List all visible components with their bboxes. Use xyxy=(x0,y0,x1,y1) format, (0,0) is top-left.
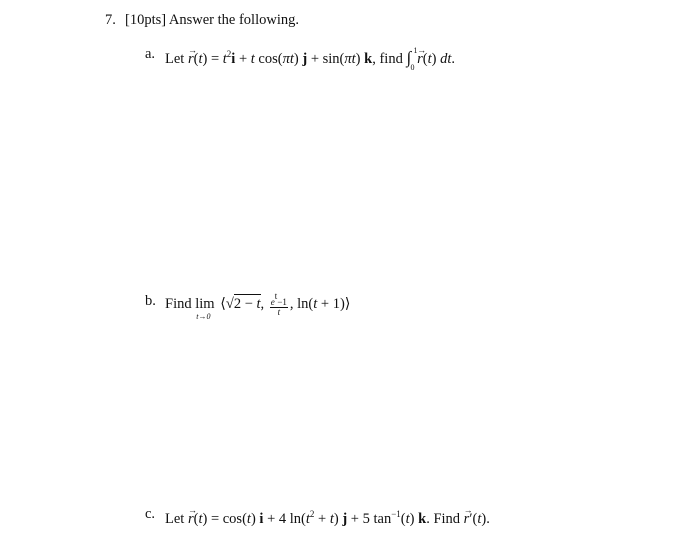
part-a-formula: → $r(t) = t^2i + t$ cos(πt) j + sin(πt) k xyxy=(188,51,372,67)
part-a-find: , find xyxy=(372,51,403,67)
part-b-text xyxy=(165,291,351,321)
part-a-text xyxy=(165,45,456,72)
part-c-lead: Let xyxy=(165,511,185,527)
part-c-text xyxy=(165,505,490,528)
part-c-derivative: → r′(t). xyxy=(464,511,490,527)
part-c-label: c. xyxy=(145,506,156,522)
question-title: [10pts] Answer the following. xyxy=(125,12,299,28)
part-c-find: . Find xyxy=(426,511,461,527)
part-b-label: b. xyxy=(145,293,156,309)
question-number: 7. xyxy=(105,12,116,28)
part-b-formula: lim t→0 ⟨√2 − t, $\frac{e^t-1}{t}$ , ln(t + 1)⟩ xyxy=(195,291,351,321)
part-a-label: a. xyxy=(145,46,156,62)
part-a-integral: ∫ 1 0 → r(t) dt. xyxy=(406,51,455,67)
part-c-formula: → r(t) = cos(t) i + 4 $\ln(t^2 + t) j + 5$ $\tan^{-1}(t)$ k xyxy=(188,511,426,527)
part-b-lead: Find xyxy=(165,295,192,312)
part-a-lead: Let xyxy=(165,51,185,67)
